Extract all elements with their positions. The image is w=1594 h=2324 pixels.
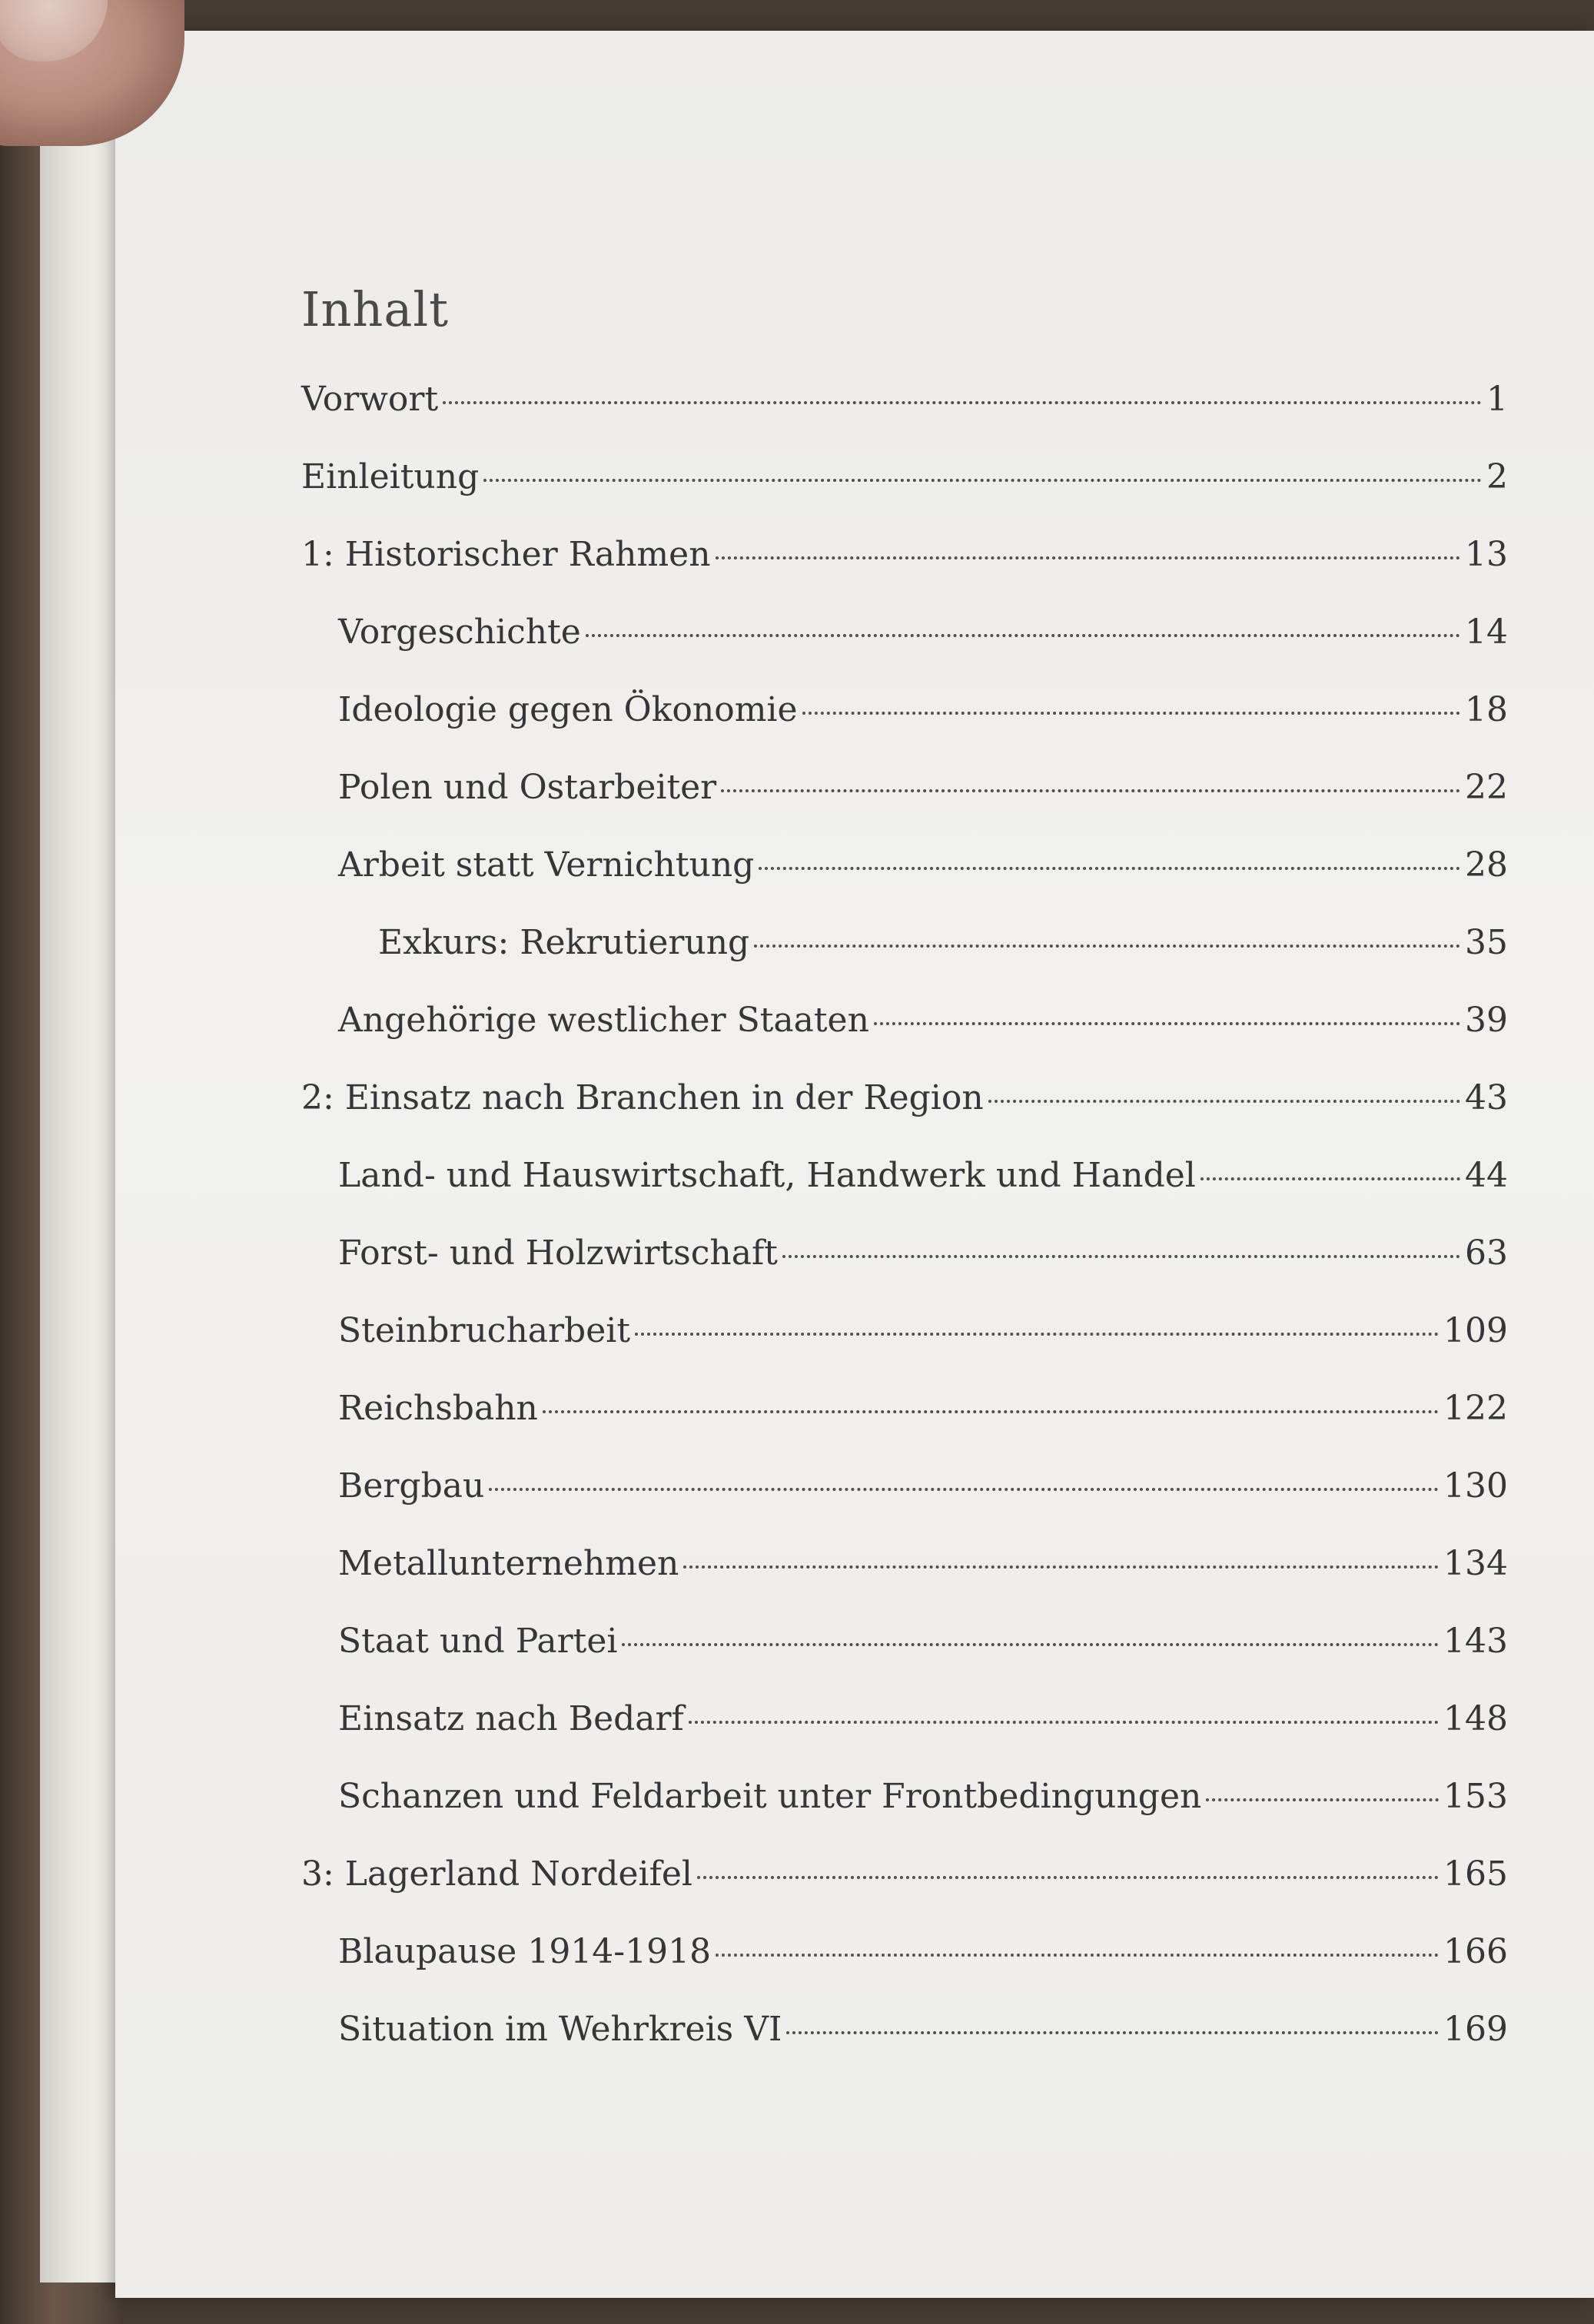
toc-entry-label: Arbeit statt Vernichtung — [338, 845, 755, 885]
toc-entry — [338, 1386, 1508, 1432]
toc-leader-dots — [759, 867, 1460, 870]
toc-leader-dots — [586, 634, 1460, 637]
toc-entry-page: 13 — [1465, 535, 1508, 574]
toc-entry-label: Vorwort — [301, 380, 439, 419]
toc-entry — [301, 532, 1508, 578]
toc-entry — [338, 1230, 1508, 1277]
toc-leader-dots — [1206, 1798, 1439, 1801]
toc-entry-page: 169 — [1443, 2010, 1508, 2049]
toc-entry-label: Situation im Wehrkreis VI — [338, 2010, 782, 2049]
toc-entry-label: Reichsbahn — [338, 1389, 538, 1428]
toc-leader-dots — [874, 1022, 1460, 1025]
toc-entry-label: 1: Historischer Rahmen — [301, 535, 711, 574]
toc-entry-label: 2: Einsatz nach Branchen in der Region — [301, 1078, 984, 1117]
toc-entry-page: 44 — [1465, 1156, 1508, 1195]
toc-entry-page: 39 — [1465, 1001, 1508, 1040]
toc-entry-page: 143 — [1443, 1622, 1508, 1661]
toc-entry — [378, 920, 1508, 966]
toc-entry-page: 165 — [1443, 1854, 1508, 1894]
toc-entry — [301, 1851, 1508, 1897]
toc-entry-label: Bergbau — [338, 1466, 485, 1506]
toc-entry-label: Polen und Ostarbeiter — [338, 768, 717, 807]
toc-entry — [338, 1774, 1508, 1820]
toc-leader-dots — [697, 1876, 1439, 1879]
toc-leader-dots — [689, 1721, 1439, 1724]
toc-leader-dots — [802, 712, 1460, 715]
toc-entry-label: Ideologie gegen Ökonomie — [338, 690, 798, 729]
toc-entry — [338, 2007, 1508, 2053]
toc-leader-dots — [483, 479, 1482, 482]
toc-entry — [301, 454, 1508, 500]
toc-leader-dots — [489, 1488, 1439, 1491]
toc-entry-label: Vorgeschichte — [338, 613, 581, 652]
toc-entry-page: 35 — [1465, 923, 1508, 962]
toc-leader-dots — [754, 945, 1460, 948]
toc-entry — [301, 377, 1508, 423]
toc-entry-page: 130 — [1443, 1466, 1508, 1506]
toc-leader-dots — [716, 556, 1460, 559]
toc-leader-dots — [683, 1565, 1439, 1569]
toc-entry-label: Land- und Hauswirtschaft, Handwerk und Handel — [338, 1156, 1196, 1195]
toc-entry — [338, 1696, 1508, 1742]
toc-entry-label: Schanzen und Feldarbeit unter Frontbedingungen — [338, 1777, 1202, 1816]
toc-entry — [338, 765, 1508, 811]
toc-entry-page: 122 — [1443, 1389, 1508, 1428]
toc-leader-dots — [635, 1333, 1439, 1336]
toc-leader-dots — [786, 2031, 1439, 2034]
toc-entry-label: Steinbrucharbeit — [338, 1311, 631, 1350]
toc-leader-dots — [622, 1643, 1439, 1646]
toc-entry — [338, 609, 1508, 656]
toc-entry — [338, 1463, 1508, 1509]
toc-entry-page: 2 — [1486, 457, 1508, 496]
toc-entry-label: Metallunternehmen — [338, 1544, 679, 1583]
toc-entry-page: 28 — [1465, 845, 1508, 885]
toc-entry-page: 18 — [1465, 690, 1508, 729]
toc-heading: Inhalt — [301, 281, 450, 337]
toc-entry-label: Angehörige westlicher Staaten — [338, 1001, 869, 1040]
toc-entry — [338, 1541, 1508, 1587]
toc-entry-page: 134 — [1443, 1544, 1508, 1583]
toc-entry-page: 148 — [1443, 1699, 1508, 1738]
toc-entry-page: 22 — [1465, 768, 1508, 807]
toc-entry-page: 63 — [1465, 1233, 1508, 1273]
toc-leader-dots — [716, 1954, 1439, 1957]
toc-entry-page: 166 — [1443, 1932, 1508, 1971]
toc-entry-page: 43 — [1465, 1078, 1508, 1117]
toc-entry — [338, 842, 1508, 888]
toc-leader-dots — [443, 401, 1482, 404]
toc-entry — [338, 998, 1508, 1044]
toc-entry-label: Exkurs: Rekrutierung — [378, 923, 750, 962]
toc-entry — [338, 1929, 1508, 1975]
toc-leader-dots — [988, 1100, 1460, 1103]
toc-entry-page: 153 — [1443, 1777, 1508, 1816]
toc-entry — [338, 1308, 1508, 1354]
toc-entry-page: 109 — [1443, 1311, 1508, 1350]
toc-entry-page: 14 — [1465, 613, 1508, 652]
toc-entry — [338, 1618, 1508, 1665]
toc-entry — [338, 1153, 1508, 1199]
toc-entry-label: Staat und Partei — [338, 1622, 618, 1661]
toc-entry — [301, 1075, 1508, 1121]
toc-leader-dots — [1200, 1177, 1460, 1180]
toc-entry-label: Einleitung — [301, 457, 480, 496]
toc-leader-dots — [721, 789, 1460, 792]
toc-entry-label: Blaupause 1914-1918 — [338, 1932, 712, 1971]
toc-entry-label: Forst- und Holzwirtschaft — [338, 1233, 778, 1273]
toc-entry-page: 1 — [1486, 380, 1508, 419]
toc-entry-label: Einsatz nach Bedarf — [338, 1699, 684, 1738]
toc-entry-label: 3: Lagerland Nordeifel — [301, 1854, 692, 1894]
toc-entry — [338, 687, 1508, 733]
toc-leader-dots — [782, 1255, 1460, 1258]
toc-leader-dots — [543, 1410, 1439, 1413]
